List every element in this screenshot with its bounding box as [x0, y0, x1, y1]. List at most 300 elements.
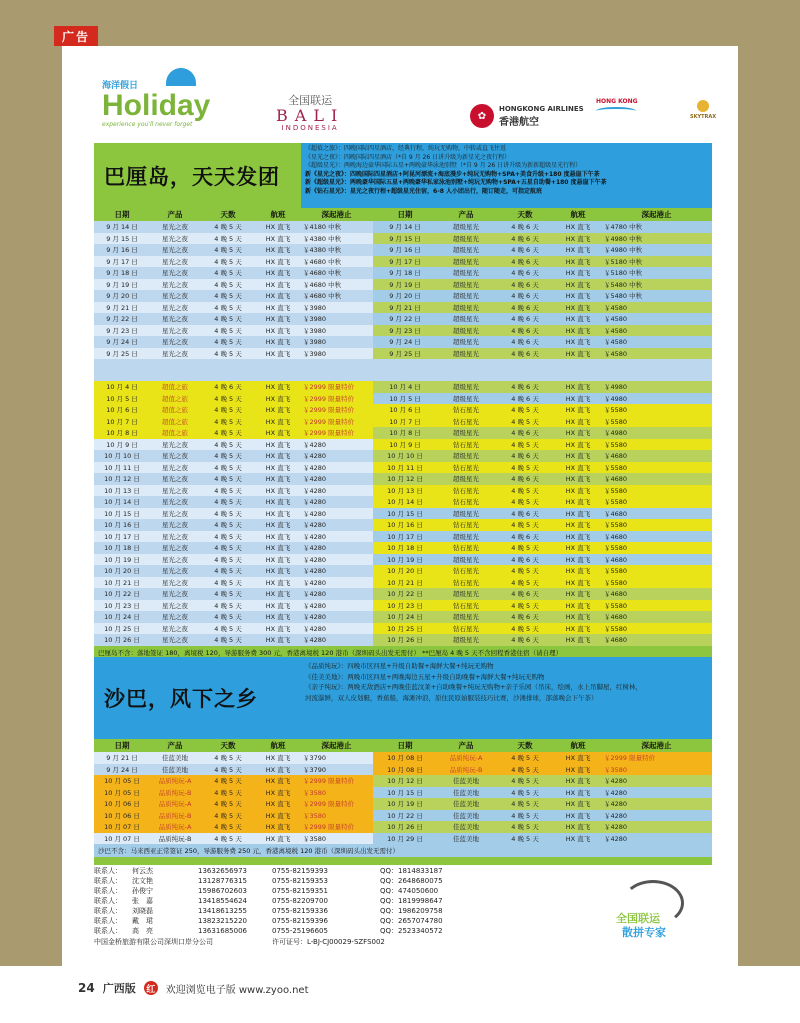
cell: 10 月 17 日	[373, 531, 437, 543]
cell: ￥4580	[601, 302, 712, 314]
cell: 4 晚 5 天	[495, 764, 555, 776]
cell: HX 直飞	[256, 764, 300, 776]
cell: ￥5580	[601, 404, 712, 416]
column-header: 航班	[570, 210, 586, 219]
contact-field: 联系人：	[94, 917, 122, 925]
cell: 10 月 7 日	[94, 416, 150, 428]
cell: 超值之旅	[150, 427, 200, 439]
cell: 星光之夜	[150, 302, 200, 314]
hk-airlines-cn: 香港航空	[499, 116, 539, 128]
cell: ￥4280	[300, 554, 373, 566]
cell: 品质纯玩-A	[437, 752, 495, 764]
cell: 4 晚 5 天	[200, 565, 256, 577]
cell: ￥4680 中秋	[300, 256, 373, 268]
table-row	[94, 577, 712, 589]
cell: 4 晚 5 天	[200, 404, 256, 416]
cell: 超级星光	[437, 588, 495, 600]
cell: 佳蓝美地	[437, 787, 495, 799]
cell: 10 月 05 日	[94, 775, 150, 787]
cell: 10 月 4 日	[373, 381, 437, 393]
cell: 4 晚 5 天	[200, 508, 256, 520]
cell: 10 月 23 日	[94, 600, 150, 612]
cell: HX 直飞	[256, 416, 300, 428]
cell: ￥3980	[300, 313, 373, 325]
cell: ￥4280	[601, 821, 712, 833]
cell: ￥4780 中秋	[601, 221, 712, 233]
cell: ￥4280	[300, 508, 373, 520]
cell: 10 月 19 日	[94, 554, 150, 566]
holiday-logo-en: Holiday	[102, 89, 211, 122]
cell: HX 直飞	[256, 462, 300, 474]
cell: ￥4280	[300, 519, 373, 531]
note-line: 《超级星光》：两晚海边豪华国际五星+两晚豪华泳池别墅（*自 9 月 26 日讲升级为新新超级星光行程）	[305, 162, 582, 170]
table-row	[94, 381, 712, 393]
cell: ￥5580	[601, 519, 712, 531]
note-line: 新《超级星光》：两晚豪华国际五星+两晚豪华私家泳池别墅+纯玩无购物+SPA+五星自助餐+180 度悬崖下午茶	[305, 179, 607, 187]
cell: HX 直飞	[555, 542, 601, 554]
column-header: 产品	[458, 210, 474, 219]
cell: 星光之夜	[150, 485, 200, 497]
cell: 4 晚 6 天	[495, 244, 555, 256]
cell: ￥4680	[601, 531, 712, 543]
contact-field: QQ：2523340572	[380, 927, 443, 935]
table-row	[94, 787, 712, 799]
cell: 10 月 06 日	[94, 798, 150, 810]
cell: HX 直飞	[256, 267, 300, 279]
cell: HX 直飞	[256, 290, 300, 302]
cell: 4 晚 5 天	[200, 450, 256, 462]
cell: HX 直飞	[256, 634, 300, 646]
cell: 4 晚 5 天	[200, 554, 256, 566]
cell: 超级星光	[437, 393, 495, 405]
cell: 10 月 14 日	[373, 496, 437, 508]
cell: ￥4980	[601, 427, 712, 439]
cell: HX 直飞	[256, 427, 300, 439]
cell: HX 直飞	[256, 393, 300, 405]
contact-field: 孙俊宁	[132, 887, 153, 895]
cell: ￥4380 中秋	[300, 233, 373, 245]
cell: HX 直飞	[555, 256, 601, 268]
hongkong-airlines-logo	[470, 104, 584, 128]
cell: ￥4580	[601, 313, 712, 325]
cell: 10 月 21 日	[373, 577, 437, 589]
cell: 星光之夜	[150, 348, 200, 360]
cell: ￥5580	[601, 542, 712, 554]
contact-field: 0755-82159336	[272, 907, 328, 915]
cell: 星光之夜	[150, 233, 200, 245]
contact-field: 13128776315	[198, 877, 247, 885]
contact-field: 13418613255	[198, 907, 247, 915]
cell: HX 直飞	[555, 302, 601, 314]
cell: HX 直飞	[256, 313, 300, 325]
cell: 钻石星光	[437, 565, 495, 577]
cell: HX 直飞	[555, 267, 601, 279]
cell: 4 晚 6 天	[495, 256, 555, 268]
column-header: 航班	[570, 741, 586, 750]
column-header: 深起港止	[321, 741, 352, 750]
cell: 9 月 15 日	[373, 233, 437, 245]
cell: 4 晚 5 天	[200, 775, 256, 787]
cell: 4 晚 5 天	[200, 787, 256, 799]
cell: 星光之夜	[150, 279, 200, 291]
cell: 4 晚 5 天	[200, 496, 256, 508]
cell: HX 直飞	[555, 600, 601, 612]
cell: HX 直飞	[256, 833, 300, 845]
cell: HX 直飞	[256, 821, 300, 833]
cell: 10 月 9 日	[373, 439, 437, 451]
cell: 超级星光	[437, 450, 495, 462]
cell: 4 晚 6 天	[495, 531, 555, 543]
cell: ￥4680	[601, 450, 712, 462]
badge-line-2: 散拼专家	[622, 926, 666, 939]
cell: 4 晚 5 天	[495, 439, 555, 451]
cell: 10 月 12 日	[94, 473, 150, 485]
cell: 超级星光	[437, 611, 495, 623]
cell: 10 月 15 日	[94, 508, 150, 520]
cell: HX 直飞	[256, 600, 300, 612]
note-line: 《佳美美地》：两晚市区四星+两晚海边五星+升级自助晚餐+海鲜大餐+纯玩无购物	[305, 672, 545, 681]
note-line: 新《星光之夜》：四晚国际四星酒店+阿昆河漂流+海底漫步+纯玩无购物+SPA+美食升级+180 度悬崖下午茶	[305, 170, 600, 178]
note-line: 《亲子纯玩》：两晚无敌酒店+两晚佳蓝汶莱+自助晚餐+纯玩无购物+亲子乐园（吊床，绘画，水上吊脚屋，红树林，	[305, 683, 643, 691]
column-header: 航班	[270, 741, 286, 750]
cell: HX 直飞	[555, 752, 601, 764]
cell: 10 月 25 日	[94, 623, 150, 635]
cell: HX 直飞	[555, 554, 601, 566]
cell: 星光之夜	[150, 450, 200, 462]
table-row	[94, 439, 712, 451]
sabah-banner	[94, 657, 712, 739]
cell: 9 月 20 日	[373, 290, 437, 302]
cell: 4 晚 5 天	[200, 588, 256, 600]
cell: HX 直飞	[555, 508, 601, 520]
cell: 星光之夜	[150, 244, 200, 256]
cell: 星光之夜	[150, 508, 200, 520]
cell: 4 晚 5 天	[200, 519, 256, 531]
cell: 4 晚 5 天	[200, 752, 256, 764]
cell: HX 直飞	[256, 565, 300, 577]
cell: 超级星光	[437, 267, 495, 279]
cell: HX 直飞	[555, 221, 601, 233]
bali-logo	[276, 92, 344, 132]
cell: 4 晚 5 天	[200, 325, 256, 337]
cell: 4 晚 5 天	[200, 485, 256, 497]
cell: 4 晚 5 天	[200, 290, 256, 302]
table-row	[94, 519, 712, 531]
cell: 10 月 08 日	[373, 752, 437, 764]
cell: ￥4580	[601, 336, 712, 348]
column-header: 航班	[270, 210, 286, 219]
cell: 4 晚 5 天	[200, 439, 256, 451]
bali-notes	[301, 143, 712, 208]
table-row	[94, 496, 712, 508]
cell: HX 直飞	[555, 531, 601, 543]
note-line: 河流瀑鲜，双人皮划艇，香蕉船，海滩冲浪，原住民原始服装技巧比赛，沙滩排球，部落晚会下午茶）	[305, 693, 598, 702]
bauhinia-icon: ✿	[470, 104, 494, 128]
cell: 4 晚 5 天	[200, 531, 256, 543]
cell: HX 直飞	[555, 577, 601, 589]
cell: 10 月 8 日	[94, 427, 150, 439]
footer-website-text[interactable]: 欢迎浏览电子版 www.zyoo.net	[165, 984, 309, 996]
cell: 10 月 06 日	[94, 810, 150, 822]
hong-logo-icon: 红	[144, 981, 158, 995]
license-number: 许可证号：L-BJ-CJ00029-SZFS002	[272, 938, 385, 946]
cell: ￥4280	[300, 577, 373, 589]
column-header: 天数	[220, 741, 236, 750]
contact-field: QQ：1819998647	[380, 897, 443, 905]
cell: 4 晚 5 天	[495, 833, 555, 845]
cell: 10 月 17 日	[94, 531, 150, 543]
cell: HX 直飞	[256, 279, 300, 291]
cell: 9 月 24 日	[94, 336, 150, 348]
cell: 9 月 17 日	[94, 256, 150, 268]
note-line: 《超值之旅》：四晚国际四星酒店，经典行程，纯玩无购物，中转或直飞往返	[305, 145, 507, 152]
bali-section	[94, 143, 712, 659]
cell: 星光之夜	[150, 623, 200, 635]
cell: 4 晚 5 天	[495, 787, 555, 799]
cell: 10 月 08 日	[373, 764, 437, 776]
cell: 钻石星光	[437, 404, 495, 416]
cell: 4 晚 5 天	[200, 313, 256, 325]
cell: 10 月 21 日	[94, 577, 150, 589]
cell: HX 直飞	[256, 531, 300, 543]
cell: ￥4280	[300, 462, 373, 474]
cell: 10 月 13 日	[94, 485, 150, 497]
cell: 10 月 15 日	[373, 787, 437, 799]
cell: HX 直飞	[555, 764, 601, 776]
cell: 超级星光	[437, 473, 495, 485]
cell: ￥3790	[300, 764, 373, 776]
table-row	[94, 611, 712, 623]
sabah-title: 沙巴，风下之乡	[94, 657, 301, 739]
column-header: 天数	[517, 741, 533, 750]
cell: 星光之夜	[150, 221, 200, 233]
page-number: 24	[78, 981, 95, 995]
cell: 超级星光	[437, 233, 495, 245]
cell: ￥4280	[300, 450, 373, 462]
cell: ￥3580	[601, 764, 712, 776]
cell: 钻石星光	[437, 542, 495, 554]
cell: 钻石星光	[437, 623, 495, 635]
cell: 星光之夜	[150, 325, 200, 337]
hk-airlines-en: HONGKONG AIRLINES	[499, 104, 584, 113]
cell: 10 月 22 日	[373, 588, 437, 600]
contact-field: 高 亮	[132, 927, 153, 935]
contact-row	[94, 886, 470, 896]
cell: ￥5180 中秋	[601, 256, 712, 268]
cell: 4 晚 5 天	[200, 611, 256, 623]
cell: 星光之夜	[150, 336, 200, 348]
cell: 9 月 23 日	[373, 325, 437, 337]
cell: 星光之夜	[150, 531, 200, 543]
cell: 品质纯玩-B	[150, 787, 200, 799]
cell: 4 晚 5 天	[200, 634, 256, 646]
column-header: 产品	[458, 741, 474, 750]
cell: 4 晚 5 天	[200, 577, 256, 589]
hk-brand-text: HONG KONG	[596, 98, 638, 105]
bali-table-header	[94, 208, 712, 221]
cell: 4 晚 6 天	[200, 381, 256, 393]
cell: 钻石星光	[437, 439, 495, 451]
cell: HX 直飞	[555, 485, 601, 497]
cell: HX 直飞	[555, 519, 601, 531]
cell: HX 直飞	[555, 279, 601, 291]
cell: ￥3580	[300, 810, 373, 822]
cell: 品质纯玩-A	[150, 798, 200, 810]
skytrax-text: SKYTRAX	[690, 114, 717, 120]
cell: 4 晚 5 天	[495, 775, 555, 787]
table-row	[94, 485, 712, 497]
table-row	[94, 336, 712, 348]
cell: 10 月 12 日	[373, 775, 437, 787]
cell: 9 月 14 日	[94, 221, 150, 233]
cell: HX 直飞	[555, 325, 601, 337]
column-header: 深起港止	[641, 741, 672, 750]
cell: 4 晚 6 天	[495, 554, 555, 566]
cell: 10 月 16 日	[94, 519, 150, 531]
cell: 9 月 15 日	[94, 233, 150, 245]
cell: HX 直飞	[555, 810, 601, 822]
cell: HX 直飞	[256, 508, 300, 520]
cell: 4 晚 5 天	[200, 256, 256, 268]
cell: ￥4580	[601, 348, 712, 360]
table-row	[94, 764, 712, 776]
cell: 4 晚 5 天	[495, 810, 555, 822]
holiday-logo	[102, 78, 210, 128]
cell: HX 直飞	[555, 833, 601, 845]
cell: 10 月 6 日	[373, 404, 437, 416]
sabah-notes	[301, 657, 712, 739]
cell: HX 直飞	[555, 381, 601, 393]
cell: ￥5580	[601, 416, 712, 428]
contact-list	[94, 866, 470, 947]
cell: 10 月 8 日	[373, 427, 437, 439]
cell: 4 晚 5 天	[200, 798, 256, 810]
cell: HX 直飞	[555, 439, 601, 451]
cell: 星光之夜	[150, 611, 200, 623]
contact-field: 联系人：	[94, 897, 122, 905]
cell: HX 直飞	[256, 221, 300, 233]
badge-logo	[614, 880, 702, 946]
cell: 9 月 20 日	[94, 290, 150, 302]
cell: 4 晚 5 天	[495, 496, 555, 508]
bali-logo-top: 全国联运	[288, 94, 333, 107]
cell: HX 直飞	[555, 404, 601, 416]
cell: 星光之夜	[150, 634, 200, 646]
cell: 超级星光	[437, 554, 495, 566]
cell: 超级星光	[437, 531, 495, 543]
cell: HX 直飞	[555, 787, 601, 799]
table-row	[94, 244, 712, 256]
cell: ￥4380 中秋	[300, 244, 373, 256]
cell: 10 月 6 日	[94, 404, 150, 416]
logo-strip	[62, 46, 738, 142]
cell: 品质纯玩-A	[150, 821, 200, 833]
contact-field: 联系人：	[94, 927, 122, 935]
cell: 9 月 18 日	[373, 267, 437, 279]
bali-exclusions-note: 巴厘岛不含：落地签证 180，离境税 120，导游服务费 300 元，香港离境税 120 港币（深圳码头出发无需付） **巴厘岛 4 晚 5 天不含回程香港住宿（请自理）	[94, 646, 712, 659]
cell: ￥4680 中秋	[300, 279, 373, 291]
contact-field: 15986702603	[198, 887, 247, 895]
cell: 星光之夜	[150, 588, 200, 600]
cell: 10 月 07 日	[94, 821, 150, 833]
cell: HX 直飞	[256, 485, 300, 497]
sabah-table-header	[94, 739, 712, 752]
cell: 星光之夜	[150, 290, 200, 302]
cell: 10 月 05 日	[94, 787, 150, 799]
cell: 4 晚 6 天	[495, 508, 555, 520]
sabah-footer-strip	[94, 857, 712, 865]
cell: 星光之夜	[150, 554, 200, 566]
cell: 4 晚 5 天	[495, 416, 555, 428]
cell: 4 晚 6 天	[495, 393, 555, 405]
cell: 10 月 11 日	[94, 462, 150, 474]
cell: 钻石星光	[437, 416, 495, 428]
contact-field: 13823215220	[198, 917, 247, 925]
cell: 10 月 26 日	[373, 634, 437, 646]
cell: 10 月 18 日	[94, 542, 150, 554]
cell: 超级星光	[437, 256, 495, 268]
cell: 4 晚 6 天	[495, 267, 555, 279]
column-header: 日期	[397, 210, 413, 219]
cell: 超值之旅	[150, 416, 200, 428]
ad-tag: 广告	[54, 26, 98, 46]
cell: 9 月 24 日	[373, 336, 437, 348]
table-row	[94, 775, 712, 787]
cell: 星光之夜	[150, 439, 200, 451]
cell: 星光之夜	[150, 267, 200, 279]
cell: 超值之旅	[150, 393, 200, 405]
cell: 10 月 10 日	[94, 450, 150, 462]
cell: HX 直飞	[256, 542, 300, 554]
cell: 10 月 5 日	[373, 393, 437, 405]
cell: ￥4680	[601, 554, 712, 566]
contact-field: 13632656973	[198, 867, 247, 875]
cell: 佳蓝美地	[437, 810, 495, 822]
cell: 超级星光	[437, 313, 495, 325]
cell: 10 月 29 日	[373, 833, 437, 845]
column-header: 天数	[220, 210, 236, 219]
cell: HX 直飞	[555, 450, 601, 462]
column-header: 日期	[397, 741, 413, 750]
cell: ￥4280	[300, 611, 373, 623]
cell: 星光之夜	[150, 577, 200, 589]
cell: 4 晚 5 天	[200, 542, 256, 554]
contact-field: 联系人：	[94, 877, 122, 885]
cell: 超级星光	[437, 244, 495, 256]
cell: 星光之夜	[150, 496, 200, 508]
cell: 超级星光	[437, 336, 495, 348]
cell: 超级星光	[437, 221, 495, 233]
cell: ￥3580	[300, 787, 373, 799]
hongkong-brand-logo	[596, 98, 642, 128]
column-header: 日期	[114, 210, 130, 219]
table-row	[94, 450, 712, 462]
contact-field: 0755-82159351	[272, 887, 328, 895]
cell: 佳蓝美地	[437, 821, 495, 833]
table-row	[94, 393, 712, 405]
column-header: 产品	[167, 210, 183, 219]
cell: 星光之夜	[150, 462, 200, 474]
table-spacer	[94, 359, 712, 381]
contact-field: 联系人：	[94, 907, 122, 915]
cell: ￥5580	[601, 565, 712, 577]
contact-field: 0755-25196605	[272, 927, 328, 935]
company-name: 中国金桥旅游有限公司深圳口岸分公司	[94, 938, 213, 946]
cell: ￥4280	[300, 565, 373, 577]
sabah-table-rows	[94, 752, 712, 844]
contact-field: 戴 珺	[132, 917, 153, 925]
cell: HX 直飞	[256, 325, 300, 337]
